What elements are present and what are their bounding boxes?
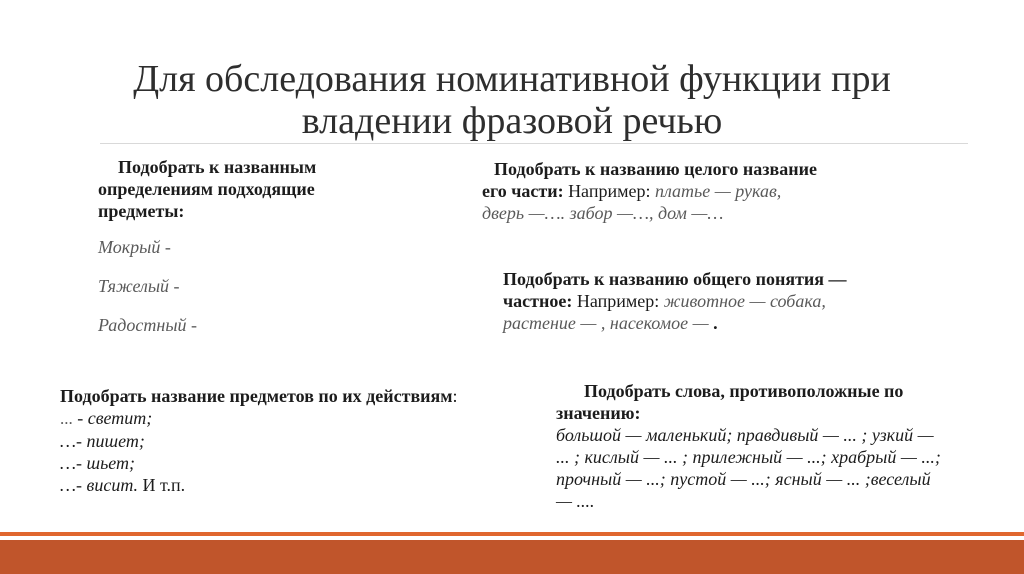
action-item-tail: И т.п. xyxy=(138,475,186,495)
action-dots: … xyxy=(60,475,77,495)
opposites-line: большой — маленький; правдивый — ... ; узкий — xyxy=(556,425,934,445)
slide-title xyxy=(0,58,1024,142)
general-concept-block xyxy=(503,268,847,334)
footer-accent-line xyxy=(0,532,1024,536)
general-example-text: животное — собака, xyxy=(659,291,826,311)
action-item: - висит. xyxy=(76,475,139,495)
opposites-heading-line-2: значению: xyxy=(556,403,641,423)
opposites-line: — .... xyxy=(556,491,595,511)
actions-heading: Подобрать название предметов по их действиям xyxy=(60,386,453,406)
action-item: - светит; xyxy=(72,408,153,428)
action-dots: ... xyxy=(60,409,73,428)
adjectives-heading-line-1: Подобрать к названным xyxy=(118,157,317,177)
adjective-item: Радостный - xyxy=(98,315,198,335)
action-dots: … xyxy=(60,431,77,451)
parts-example-label: Например: xyxy=(563,181,651,201)
opposites-block xyxy=(556,380,941,512)
action-item: - шьет; xyxy=(76,453,136,473)
parts-block xyxy=(482,158,817,224)
adjective-item: Тяжелый - xyxy=(98,276,180,296)
general-examples-line: растение — , насекомое — xyxy=(503,313,709,333)
general-example-label: Например: xyxy=(572,291,660,311)
parts-heading-bold: его части: xyxy=(482,181,564,201)
title-divider xyxy=(100,143,968,144)
opposites-heading-line-1: Подобрать слова, противоположные по xyxy=(584,381,904,401)
action-item: - пишет; xyxy=(76,431,145,451)
opposites-line: прочный — ...; пустой — ...; ясный — ... ;веселый xyxy=(556,469,931,489)
adjective-item: Мокрый - xyxy=(98,237,171,257)
adjectives-heading-line-2: определениям подходящие xyxy=(98,179,315,199)
title-line-1: Для обследования номинативной функции при xyxy=(133,58,891,100)
action-dots: … xyxy=(60,453,77,473)
title-line-2: владении фразовой речью xyxy=(301,100,723,142)
parts-examples-line: дверь —…. забор —…, дом —… xyxy=(482,203,724,223)
opposites-line: ... ; кислый — ... ; прилежный — ...; храбрый — ...; xyxy=(556,447,941,467)
general-examples-end: . xyxy=(708,313,718,333)
actions-heading-colon: : xyxy=(452,386,458,406)
general-heading-line-1: Подобрать к названию общего понятия — xyxy=(503,269,847,289)
general-heading-bold: частное: xyxy=(503,291,573,311)
parts-heading-line-1: Подобрать к названию целого название xyxy=(494,159,817,179)
parts-example-text: платье — рукав, xyxy=(650,181,782,201)
footer-bar xyxy=(0,540,1024,574)
adjectives-heading-line-3: предметы: xyxy=(98,201,185,221)
actions-block xyxy=(60,385,458,496)
adjectives-block xyxy=(98,156,316,336)
